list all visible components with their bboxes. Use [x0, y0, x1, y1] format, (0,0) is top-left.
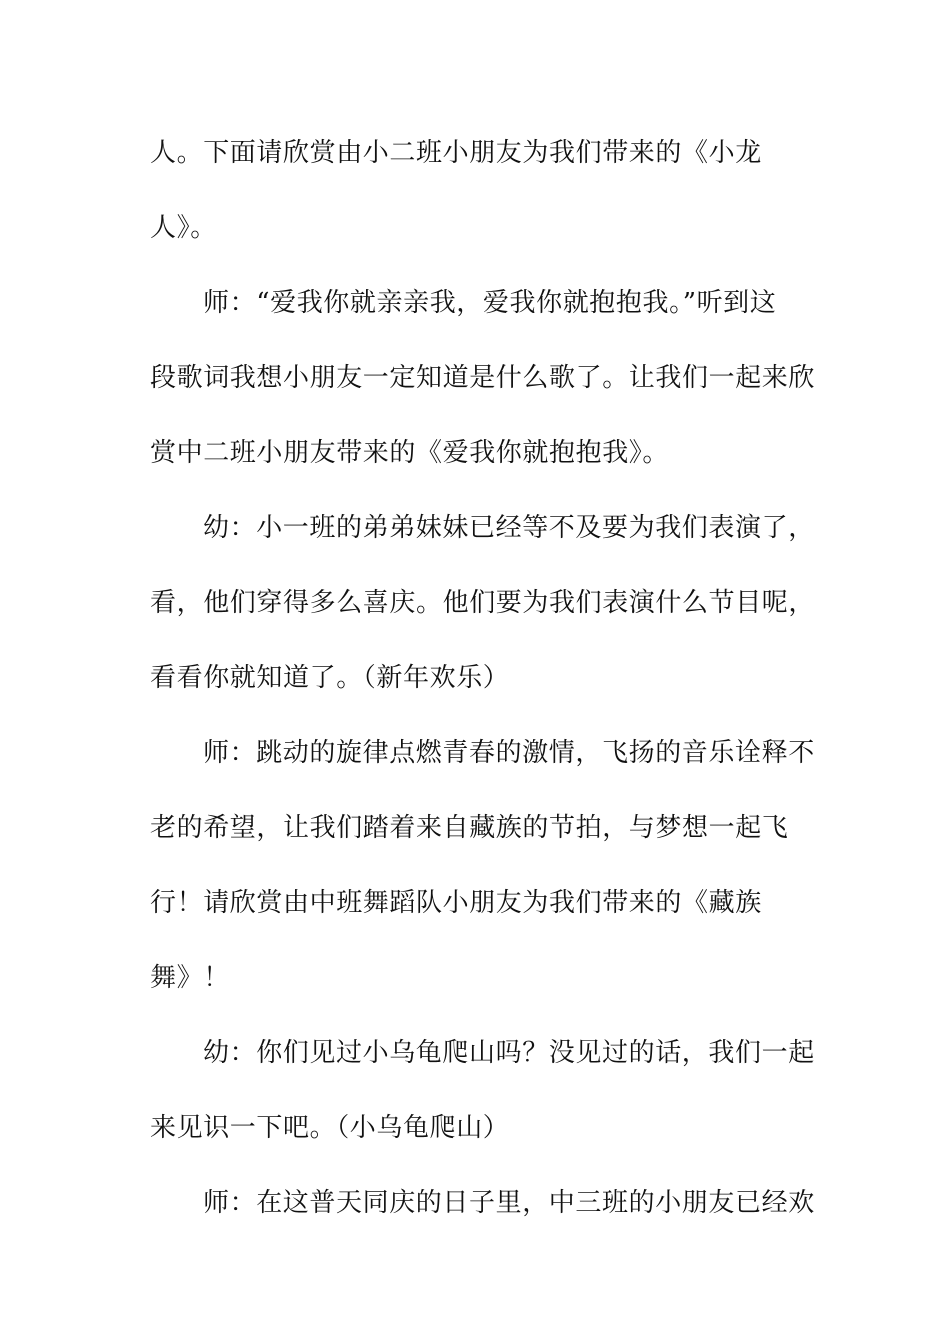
text-line: 师：在这普天同庆的日子里，中三班的小朋友已经欢: [203, 1188, 815, 1218]
text-line: 看，他们穿得多么喜庆。他们要为我们表演什么节目呢，: [150, 588, 816, 618]
text-line: 人。下面请欣赏由小二班小朋友为我们带来的《小龙: [150, 138, 762, 168]
text-line: 行！请欣赏由中班舞蹈队小朋友为我们带来的《藏族: [150, 888, 762, 918]
text-line: 师：“爱我你就亲亲我，爱我你就抱抱我。”听到这: [203, 288, 777, 318]
text-line: 来见识一下吧。（小乌龟爬山）: [150, 1113, 510, 1143]
text-line: 舞》！: [150, 963, 230, 993]
text-line: 段歌词我想小朋友一定知道是什么歌了。让我们一起来欣: [150, 363, 816, 393]
text-line: 老的希望，让我们踏着来自藏族的节拍，与梦想一起飞: [150, 813, 789, 843]
text-line: 幼：小一班的弟弟妹妹已经等不及要为我们表演了，: [203, 513, 815, 543]
text-line: 幼：你们见过小乌龟爬山吗？没见过的话，我们一起: [203, 1038, 815, 1068]
text-line: 人》。: [150, 213, 217, 243]
text-line: 看看你就知道了。（新年欢乐）: [150, 663, 510, 693]
text-line: 赏中二班小朋友带来的《爱我你就抱抱我》。: [150, 438, 670, 468]
text-line: 师：跳动的旋律点燃青春的激情，飞扬的音乐诠释不: [203, 738, 815, 768]
